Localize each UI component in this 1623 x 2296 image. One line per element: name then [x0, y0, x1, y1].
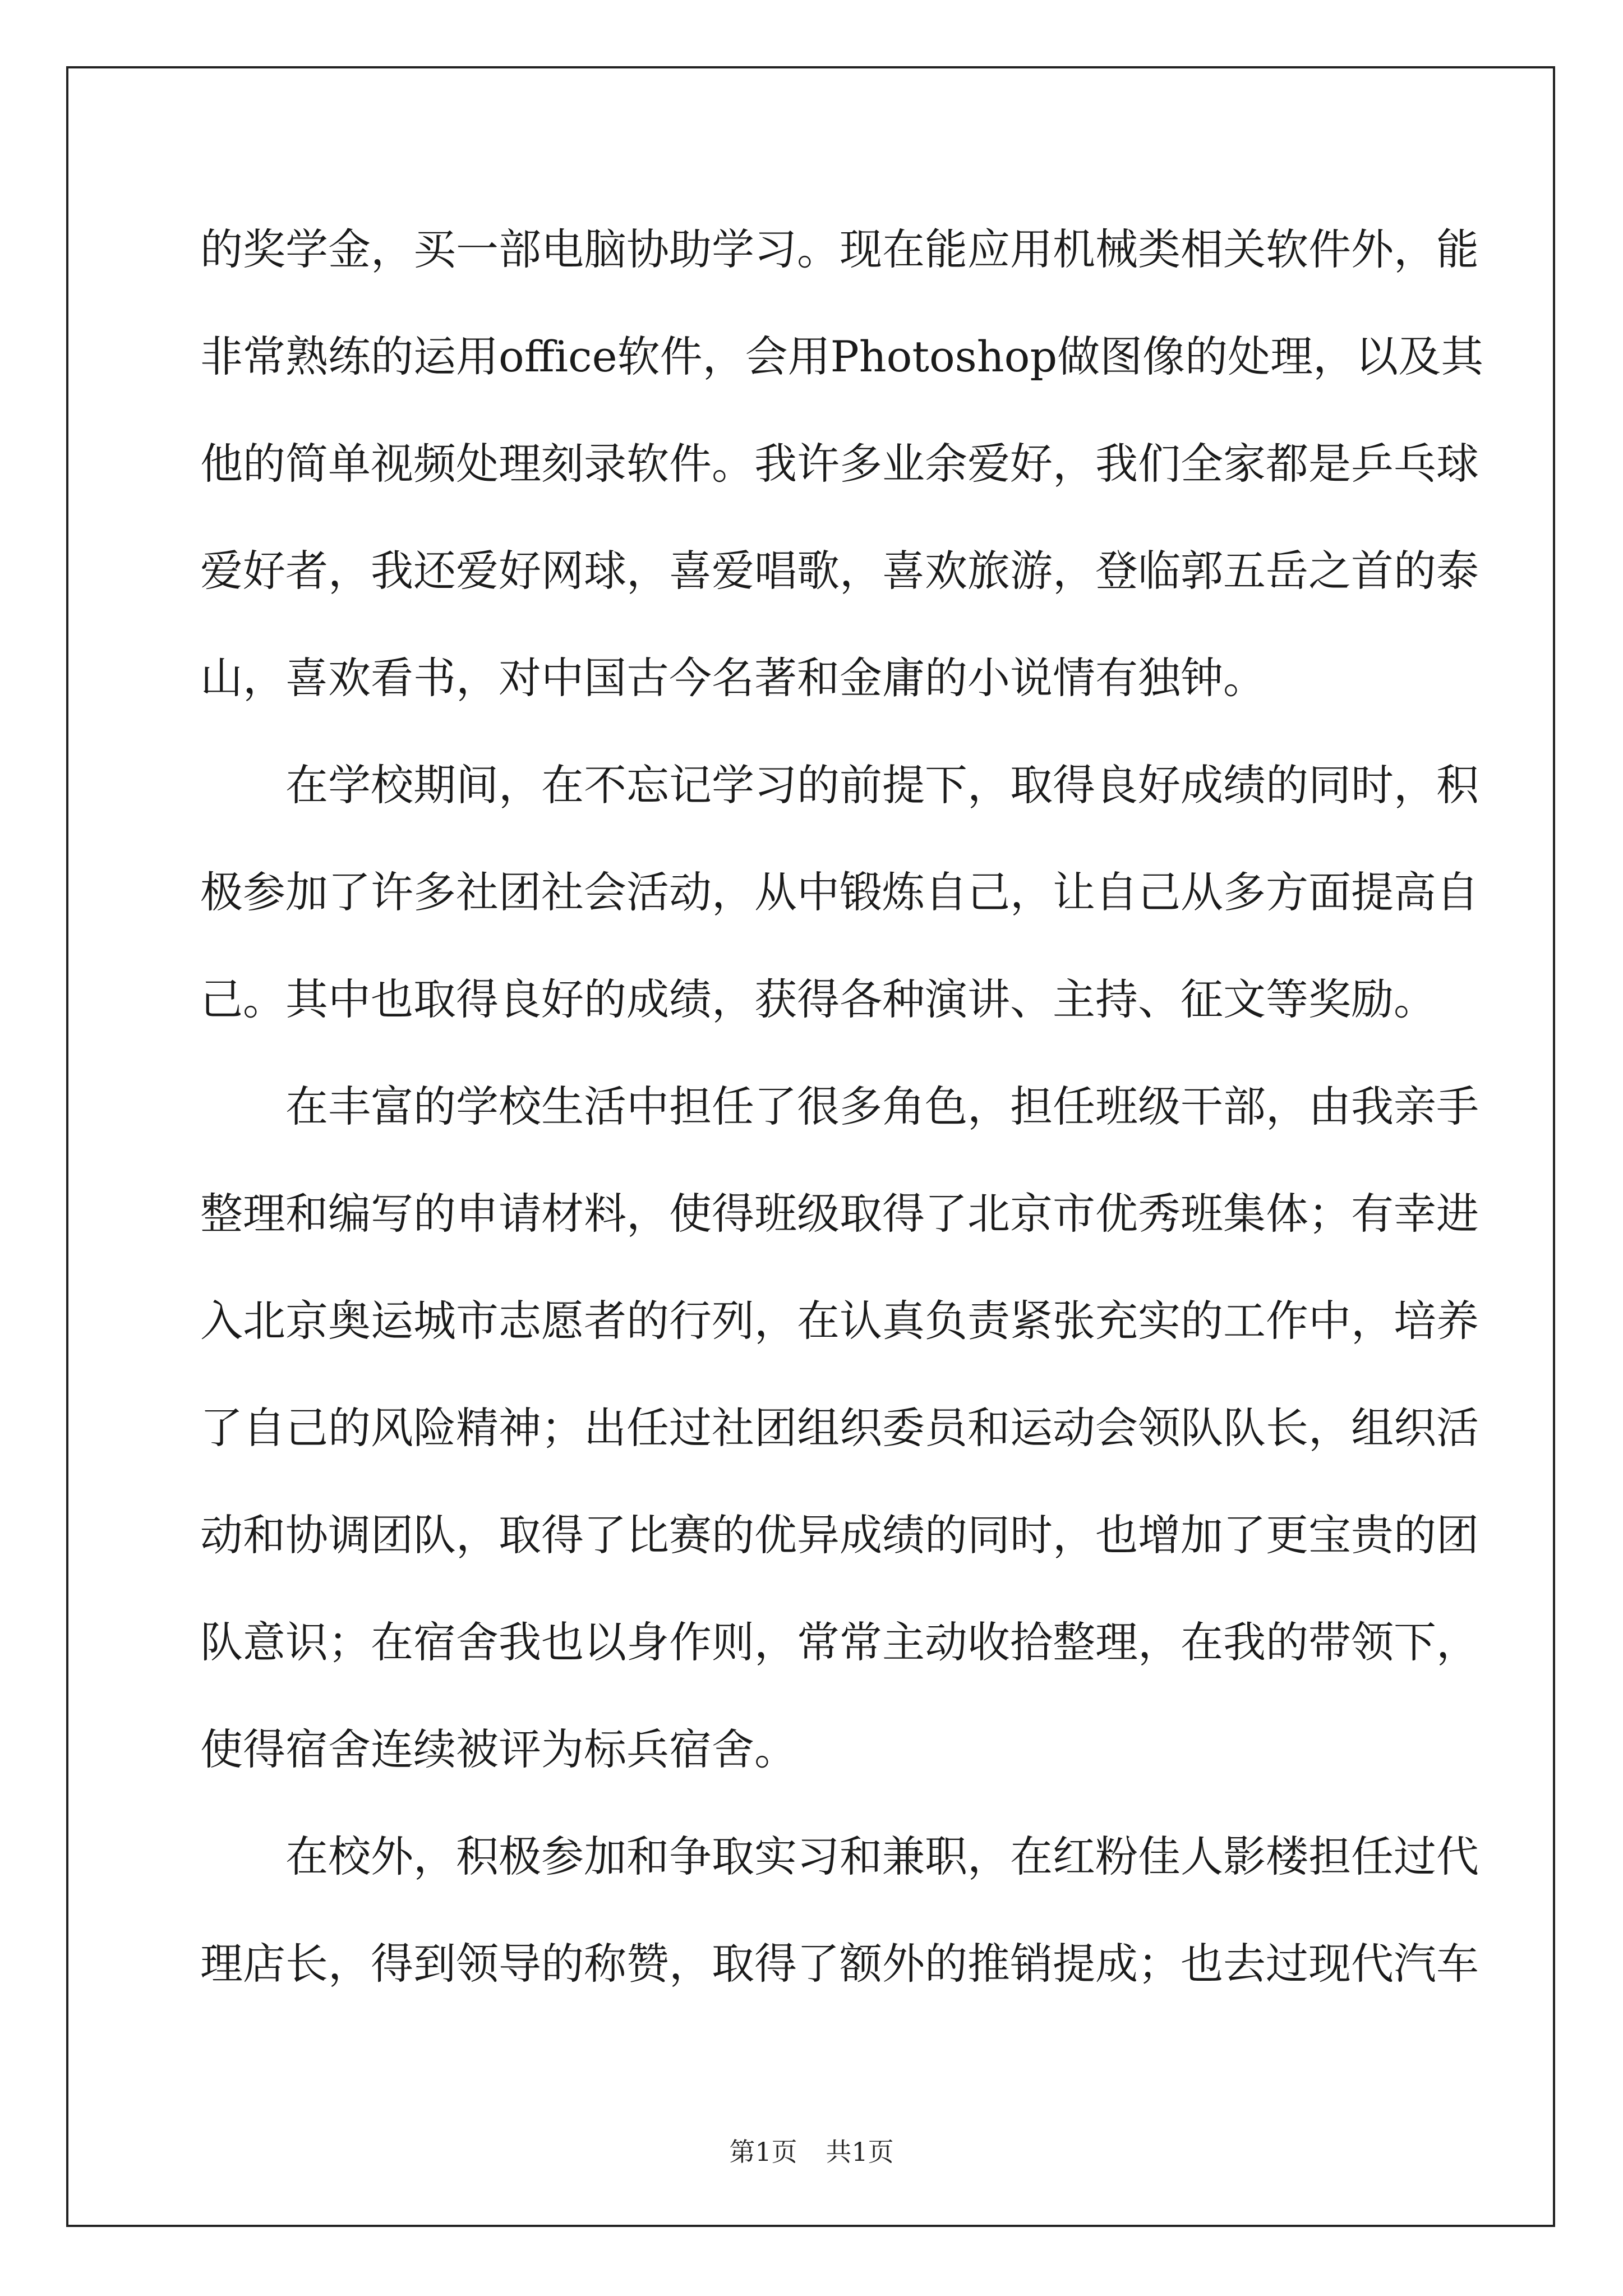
- text-line: 整理和编写的申请材料，使得班级取得了北京市优秀班集体；有幸进: [200, 1189, 1479, 1239]
- text-line: 了自己的风险精神；出任过社团组织委员和运动会领队队长，组织活: [200, 1403, 1479, 1453]
- text-line: 入北京奥运城市志愿者的行列，在认真负责紧张充实的工作中，培养: [200, 1296, 1479, 1346]
- text-line: 队意识；在宿舍我也以身作则，常常主动收拾整理，在我的带领下，: [200, 1617, 1479, 1667]
- text-line: 山，喜欢看书，对中国古今名著和金庸的小说情有独钟。: [200, 653, 1266, 703]
- text-line: 己。其中也取得良好的成绩，获得各种演讲、主持、征文等奖励。: [200, 974, 1436, 1024]
- page-number: 第1页: [729, 2137, 797, 2167]
- text-line: 非常熟练的运用office软件，会用Photoshop做图像的处理，以及其: [200, 332, 1484, 381]
- page-total: 共1页: [826, 2137, 894, 2167]
- text-line: 在学校期间，在不忘记学习的前提下，取得良好成绩的同时，积: [200, 760, 1479, 810]
- text-line: 在丰富的学校生活中担任了很多角色，担任班级干部，由我亲手: [200, 1082, 1479, 1131]
- text-line: 他的简单视频处理刻录软件。我许多业余爱好，我们全家都是乒乓球: [200, 439, 1479, 489]
- text-line: 使得宿舍连续被评为标兵宿舍。: [200, 1724, 797, 1774]
- text-line: 爱好者，我还爱好网球，喜爱唱歌，喜欢旅游，登临郭五岳之首的泰: [200, 546, 1479, 596]
- text-line: 理店长，得到领导的称赞，取得了额外的推销提成；也去过现代汽车: [200, 1939, 1479, 1989]
- text-line: 极参加了许多社团社会活动，从中锻炼自己，让自己从多方面提高自: [200, 867, 1479, 917]
- text-line: 动和协调团队，取得了比赛的优异成绩的同时，也增加了更宝贵的团: [200, 1510, 1479, 1560]
- text-line: 在校外，积极参加和争取实习和兼职，在红粉佳人影楼担任过代: [200, 1832, 1479, 1881]
- document-body: [200, 216, 1484, 2037]
- page-footer: [0, 2132, 1623, 2169]
- text-line: 的奖学金，买一部电脑协助学习。现在能应用机械类相关软件外，能: [200, 224, 1479, 274]
